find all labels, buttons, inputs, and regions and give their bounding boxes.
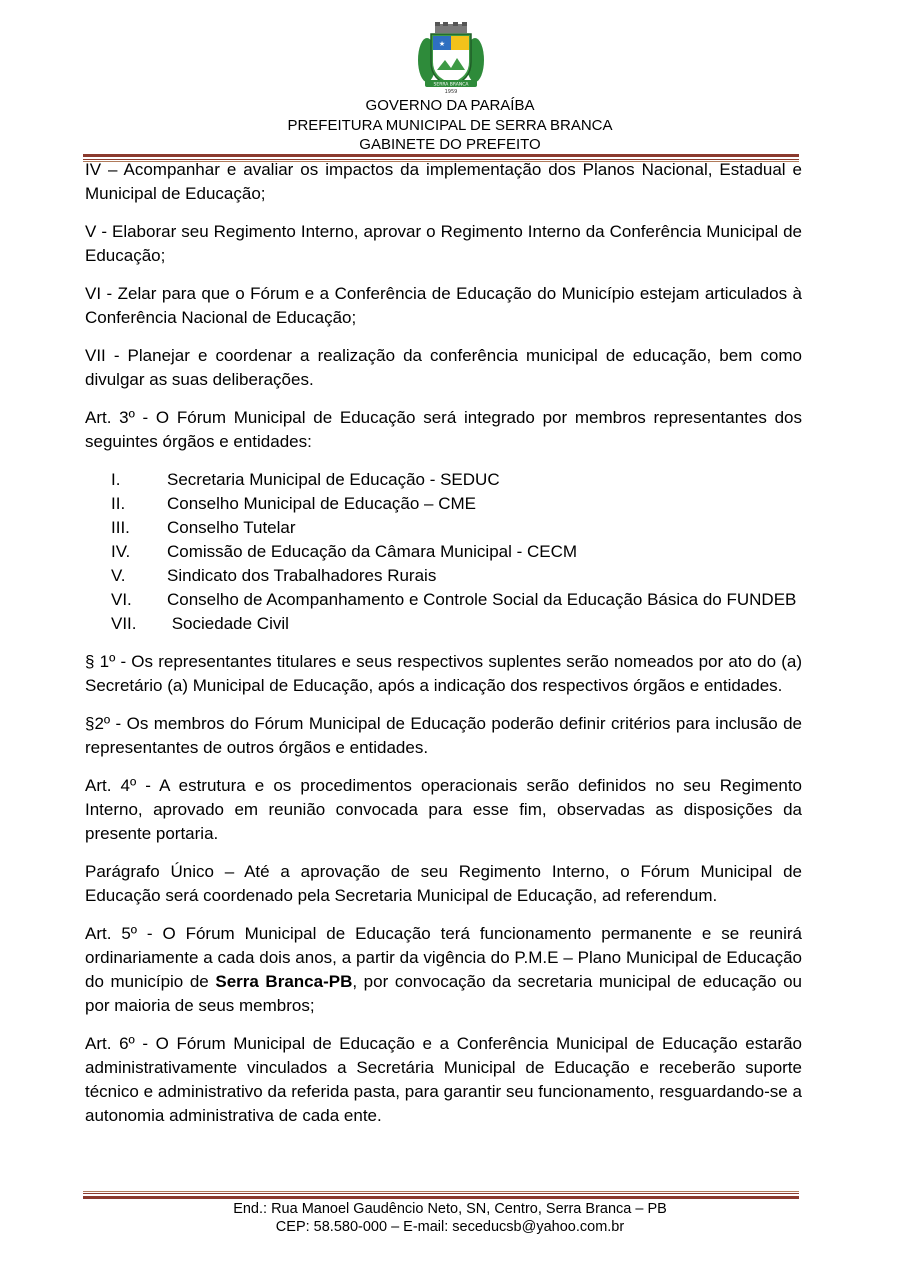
footer-address: End.: Rua Manoel Gaudêncio Neto, SN, Centro, Serra Branca – PB [233, 1201, 667, 1217]
list-item: IV. Comissão de Educação da Câmara Municipal - CECM [111, 542, 578, 561]
paragraph-item-iv: IV – Acompanhar e avaliar os impactos da implementação dos Planos Nacional, Estadual e Municipal de Educação; [85, 160, 802, 203]
list-item: II. Conselho Municipal de Educação – CME [111, 494, 477, 513]
list-item: V. Sindicato dos Trabalhadores Rurais [111, 566, 437, 585]
paragraph-unico: Parágrafo Único – Até a aprovação de seu Regimento Interno, o Fórum Municipal de Educação será coordenado pela Secretaria Municipal de Educação, ad referendum. [85, 862, 802, 905]
list-item: I. Secretaria Municipal de Educação - SEDUC [111, 470, 500, 489]
list-item: VII. Sociedade Civil [111, 614, 289, 633]
paragraph-2: §2º - Os membros do Fórum Municipal de Educação poderão definir critérios para inclusão de representantes de outros órgãos e entidades. [85, 714, 802, 757]
municipality-name: Serra Branca-PB [215, 972, 353, 991]
article-5: Art. 5º - O Fórum Municipal de Educação terá funcionamento permanente e se reunirá ordinariamente a cada dois anos, a partir da vigência do P.M.E – Plano Municipal de Educação do município de Serra Branca-PB, por convocação da secretaria municipal de educação ou por maioria de seus membros; [85, 924, 803, 1015]
document-body [85, 158, 802, 1142]
header-office: GABINETE DO PREFEITO [359, 136, 541, 153]
list-item: VI. Conselho de Acompanhamento e Controle Social da Educação Básica do FUNDEB [111, 590, 797, 609]
paragraph-item-vi: VI - Zelar para que o Fórum e a Conferência de Educação do Município estejam articulados à Conferência Nacional de Educação; [85, 284, 802, 327]
svg-text:1959: 1959 [444, 89, 458, 94]
article-4: Art. 4º - A estrutura e os procedimentos operacionais serão definidos no seu Regimento Interno, aprovado em reunião convocada para esse fim, observadas as disposições da presente portaria. [85, 776, 802, 843]
document-header [0, 96, 900, 155]
footer-divider [83, 1190, 799, 1199]
entities-list [85, 468, 802, 636]
paragraph-item-v: V - Elaborar seu Regimento Interno, aprovar o Regimento Interno da Conferência Municipal de Educação; [85, 222, 802, 265]
document-footer [0, 1200, 900, 1236]
article-6: Art. 6º - O Fórum Municipal de Educação e a Conferência Municipal de Educação estarão administrativamente vinculados a Secretária Municipal de Educação e receberão suporte técnico e administrativo da referida pasta, para garantir seu funcionamento, resguardando-se a autonomia administrativa de cada ente. [85, 1034, 802, 1125]
footer-contact: CEP: 58.580-000 – E-mail: seceducsb@yahoo.com.br [275, 1219, 625, 1235]
list-item: III. Conselho Tutelar [111, 518, 296, 537]
article-3: Art. 3º - O Fórum Municipal de Educação será integrado por membros representantes dos seguintes órgãos e entidades: [85, 408, 802, 451]
svg-text:SERRA BRANCA: SERRA BRANCA [433, 82, 469, 88]
paragraph-item-vii: VII - Planejar e coordenar a realização da conferência municipal de educação, bem como divulgar as suas deliberações. [85, 346, 802, 389]
municipal-coat-of-arms-logo [415, 22, 487, 94]
header-government: GOVERNO DA PARAÍBA [365, 97, 535, 114]
paragraph-1: § 1º - Os representantes titulares e seus respectivos suplentes serão nomeados por ato do (a) Secretário (a) Municipal de Educação, após a indicação dos respectivos órgãos e entidades. [85, 652, 802, 695]
header-prefecture: PREFEITURA MUNICIPAL DE SERRA BRANCA [287, 116, 613, 134]
svg-text:★: ★ [438, 41, 446, 48]
